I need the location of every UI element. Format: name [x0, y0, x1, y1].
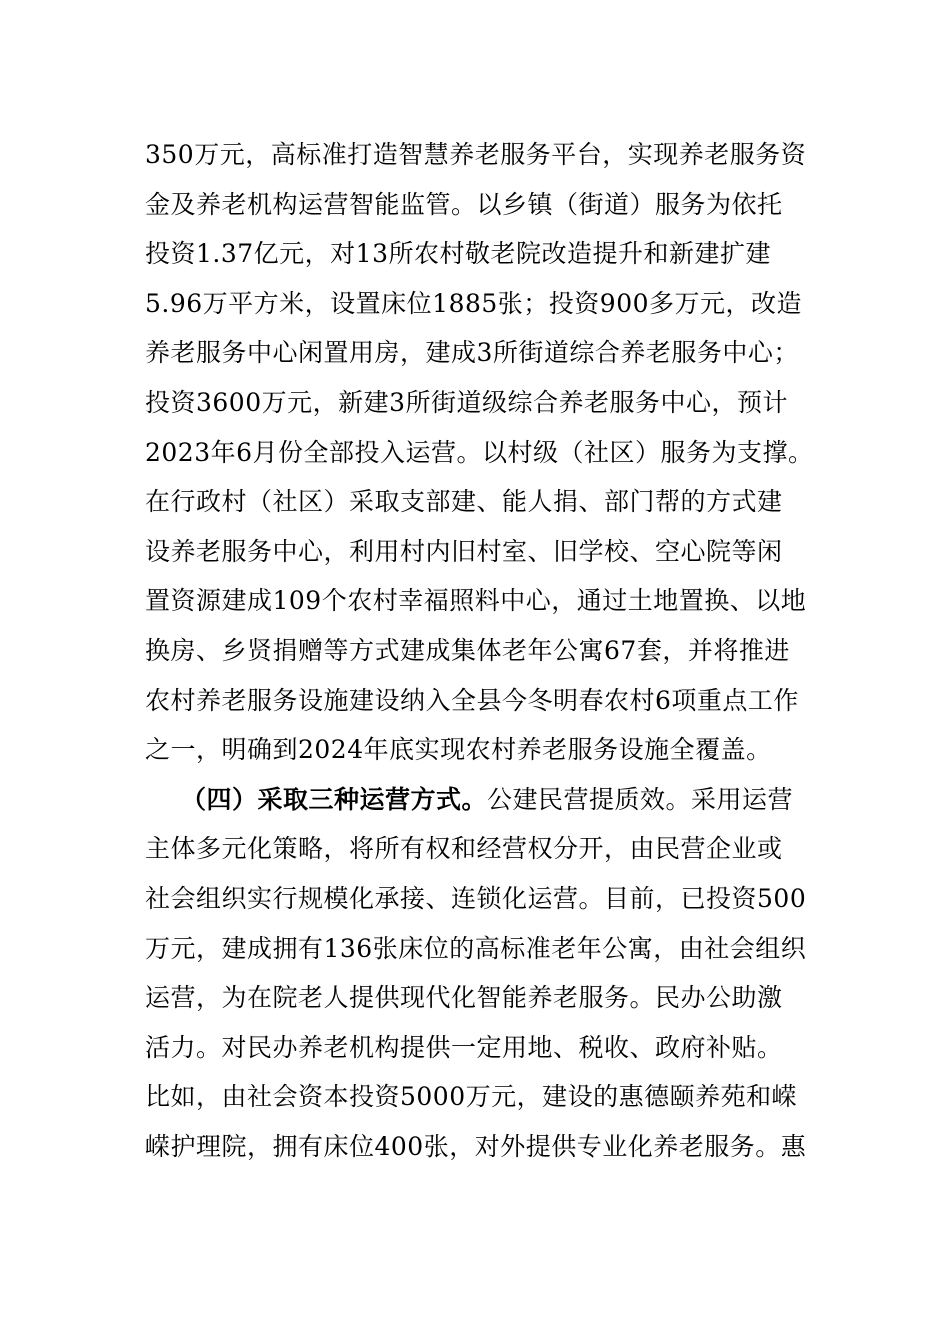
text-line: 在行政村（社区）采取支部建、能人捐、部门帮的方式建 — [145, 487, 783, 517]
document-body — [145, 130, 817, 1171]
text-line: 金及养老机构运营智能监管。以乡镇（街道）服务为依托 — [145, 189, 783, 219]
text-line: 置资源建成109个农村幸福照料中心，通过土地置换、以地 — [145, 586, 807, 616]
section-first-line — [145, 775, 817, 825]
text-line: 投资3600万元，新建3所街道级综合养老服务中心，预计 — [145, 387, 789, 417]
text-line: 运营，为在院老人提供现代化智能养老服务。民办公助激 — [145, 983, 783, 1013]
text-line: 2023年6月份全部投入运营。以村级（社区）服务为支撑。 — [145, 437, 814, 467]
text-line: 万元，建成拥有136张床位的高标准老年公寓，由社会组织 — [145, 933, 807, 963]
text-line: 设养老服务中心，利用村内旧村室、旧学校、空心院等闲 — [145, 536, 783, 566]
text-line: 350万元，高标准打造智慧养老服务平台，实现养老服务资 — [145, 140, 807, 169]
text-line: 之一，明确到2024年底实现农村养老服务设施全覆盖。 — [145, 735, 772, 765]
text-line: 养老服务中心闲置用房，建成3所街道综合养老服务中心； — [145, 338, 799, 368]
section-first-line-text: 公建民营提质效。采用运营 — [487, 784, 794, 814]
text-line: 比如，由社会资本投资5000万元，建设的惠德颐养苑和嵘 — [145, 1082, 798, 1112]
section-heading: （四）采取三种运营方式。 — [181, 784, 488, 814]
text-line: 换房、乡贤捐赠等方式建成集体老年公寓67套，并将推进 — [145, 635, 790, 665]
text-line: 嵘护理院，拥有床位400张，对外提供专业化养老服务。惠 — [145, 1131, 807, 1161]
text-line: 5.96万平方米，设置床位1885张；投资900多万元，改造 — [145, 288, 803, 318]
text-line: 投资1.37亿元，对13所农村敬老院改造提升和新建扩建 — [145, 239, 771, 269]
text-line: 社会组织实行规模化承接、连锁化运营。目前，已投资500 — [145, 883, 807, 913]
text-line: 农村养老服务设施建设纳入全县今冬明春农村6项重点工作 — [145, 685, 799, 715]
text-line: 活力。对民办养老机构提供一定用地、税收、政府补贴。 — [145, 1032, 783, 1062]
text-line: 主体多元化策略，将所有权和经营权分开，由民营企业或 — [145, 834, 783, 864]
